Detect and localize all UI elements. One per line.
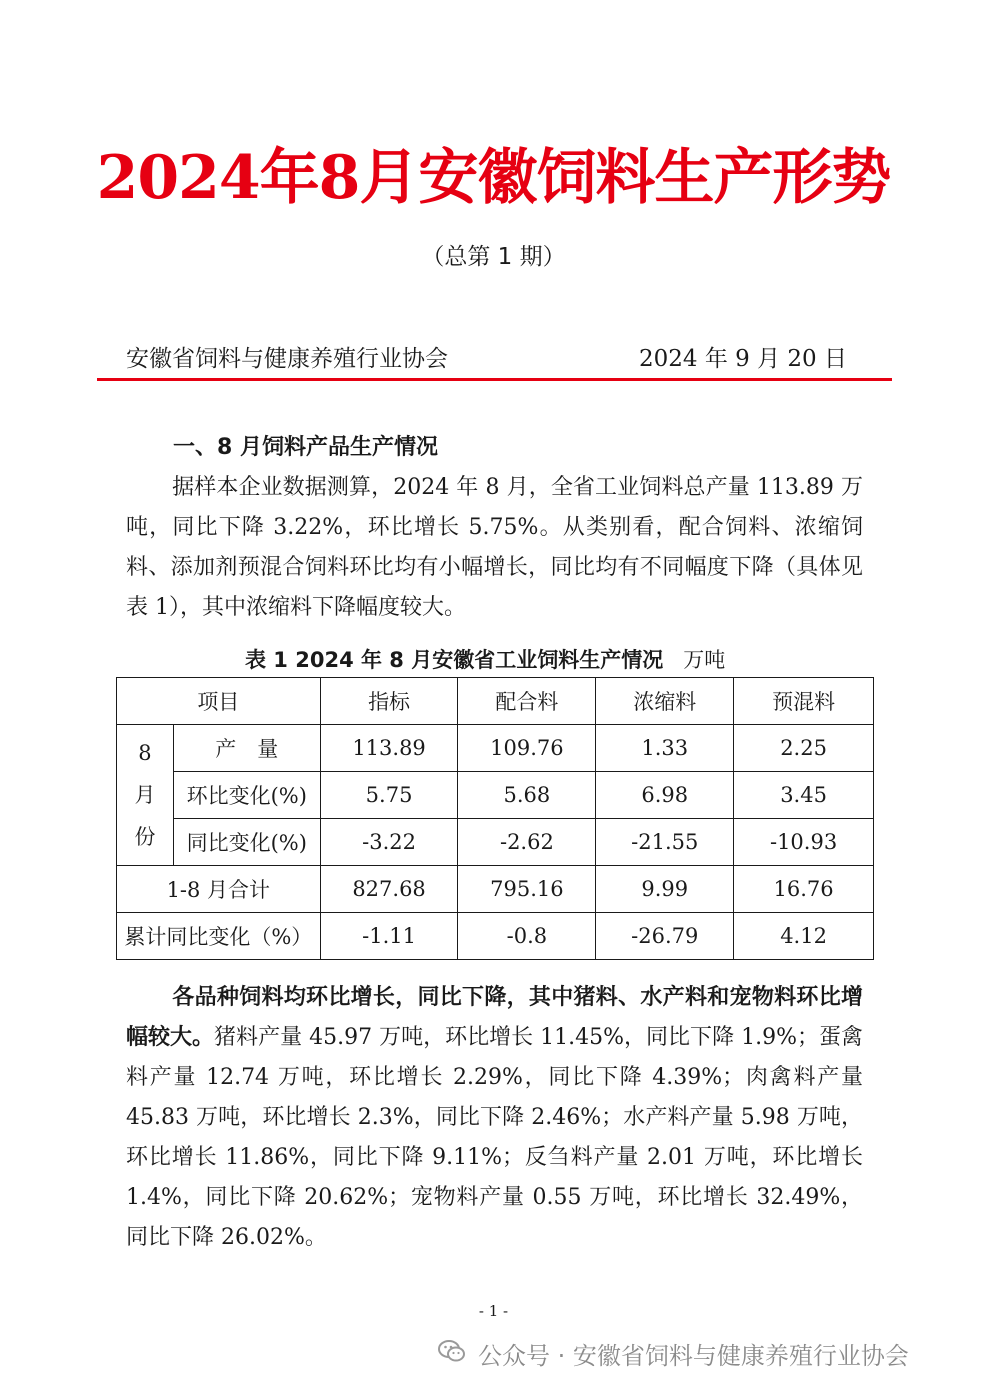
- month-label-part: 份: [134, 825, 156, 849]
- header-cell: 配合料: [458, 678, 596, 725]
- table-caption: [245, 644, 725, 674]
- table-cell: -10.93: [734, 819, 874, 866]
- table-cell: -26.79: [596, 913, 734, 960]
- caption-unit: 万吨: [683, 648, 726, 672]
- month-label-cell: [117, 725, 174, 866]
- row-label: 1-8 月合计: [117, 866, 321, 913]
- table-cell: 795.16: [458, 866, 596, 913]
- watermark-text: 公众号 · 安徽省饲料与健康养殖行业协会: [478, 1342, 909, 1370]
- paragraph-text: 猪料产量 45.97 万吨，环比增长 11.45%，同比下降 1.9%；蛋禽料产量 12.74 万吨，环比增长 2.29%，同比下降 4.39%；肉禽料产量 45.83 万吨，环比增长 2.3%，同比下降 2.46%；水产料产量 5.98 万吨，环比增长 11.86%，同比下降 9.11%；反刍料产量 2.01 万吨，环比增长 1.4%，同比下降 20.62%；宠物料产量 0.55 万吨，环比增长 32.49%，同比下降 26.02%。: [126, 1025, 863, 1250]
- table-cell: 827.68: [320, 866, 458, 913]
- table-cell: -2.62: [458, 819, 596, 866]
- header-cell: 预混料: [734, 678, 874, 725]
- table-cell: 9.99: [596, 866, 734, 913]
- table-row: [117, 819, 874, 866]
- table-cell: 16.76: [734, 866, 874, 913]
- document-title: 2024年8月安徽饲料生产形势: [96, 143, 891, 213]
- wechat-icon: [438, 1339, 466, 1369]
- month-label-part: 8: [138, 741, 152, 765]
- header-cell: 指标: [320, 678, 458, 725]
- table-cell: -21.55: [596, 819, 734, 866]
- production-table: [116, 677, 874, 960]
- table-row: [117, 725, 874, 772]
- paragraph-bold-lead: 各品种饲料均环比增长，同比下降，其中猪料、水产料和宠物料环比增幅较大。: [126, 985, 863, 1050]
- table-cell: -3.22: [320, 819, 458, 866]
- caption-text: 表 1 2024 年 8 月安徽省工业饲料生产情况: [245, 648, 664, 672]
- table-cell: 109.76: [458, 725, 596, 772]
- row-label: 同比变化(%): [173, 819, 320, 866]
- table-row: [117, 913, 874, 960]
- table-cell: -0.8: [458, 913, 596, 960]
- header-cell: 浓缩料: [596, 678, 734, 725]
- publish-date: 2024 年 9 月 20 日: [639, 346, 847, 372]
- table-cell: 5.75: [320, 772, 458, 819]
- header-cell: 项目: [117, 678, 321, 725]
- organization-name: 安徽省饲料与健康养殖行业协会: [126, 346, 448, 372]
- page-number: - 1 -: [478, 1302, 509, 1320]
- section-heading: 一、8 月饲料产品生产情况: [173, 435, 438, 460]
- header-divider: [97, 378, 892, 381]
- table-row: [117, 866, 874, 913]
- table-row: [117, 772, 874, 819]
- table-cell: 5.68: [458, 772, 596, 819]
- table-cell: 1.33: [596, 725, 734, 772]
- row-label: 环比变化(%): [173, 772, 320, 819]
- table-cell: -1.11: [320, 913, 458, 960]
- row-label: 产 量: [173, 725, 320, 772]
- row-label: 累计同比变化（%）: [117, 913, 321, 960]
- paragraph-text: 据样本企业数据测算，2024 年 8 月，全省工业饲料总产量 113.89 万吨，同比下降 3.22%，环比增长 5.75%。从类别看，配合饲料、浓缩饲料、添加剂预混合饲料环比均有小幅增长，同比均有不同幅度下降（具体见表 1），其中浓缩料下降幅度较大。: [126, 475, 863, 620]
- table-cell: 3.45: [734, 772, 874, 819]
- issue-number: （总第 1 期）: [421, 244, 566, 270]
- table-cell: 113.89: [320, 725, 458, 772]
- month-label-part: 月: [134, 783, 156, 807]
- table-header-row: [117, 678, 874, 725]
- table-cell: 6.98: [596, 772, 734, 819]
- section-paragraph: [126, 978, 863, 1258]
- table-cell: 2.25: [734, 725, 874, 772]
- section-paragraph: [126, 468, 863, 628]
- table-cell: 4.12: [734, 913, 874, 960]
- watermark: [438, 1336, 909, 1371]
